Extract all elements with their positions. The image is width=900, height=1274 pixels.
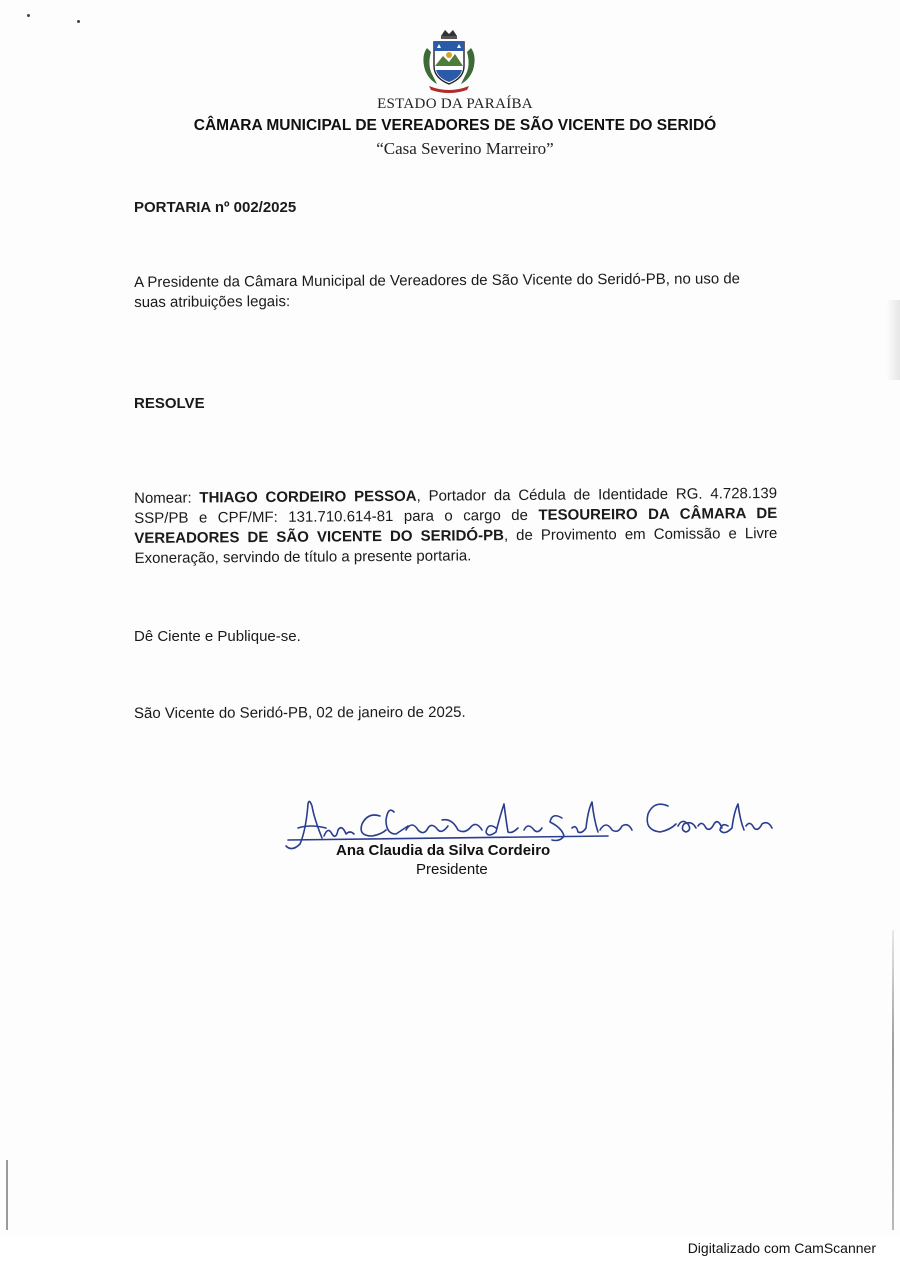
header-chamber: CÂMARA MUNICIPAL DE VEREADORES DE SÃO VICENTE DO SERIDÓ bbox=[193, 117, 717, 134]
scan-speck bbox=[27, 14, 30, 17]
coat-of-arms-icon bbox=[419, 26, 479, 94]
signatory-role: Presidente bbox=[416, 861, 488, 878]
place-and-date: São Vicente do Seridó-PB, 02 de janeiro de 2025. bbox=[134, 703, 466, 722]
signatory-name: Ana Claudia da Silva Cordeiro bbox=[336, 842, 551, 859]
camscanner-watermark: Digitalizado com CamScanner bbox=[687, 1240, 876, 1256]
appointee-name: THIAGO CORDEIRO PESSOA bbox=[199, 487, 417, 507]
scan-edge-right bbox=[892, 930, 894, 1230]
scan-speck bbox=[77, 20, 80, 23]
scan-edge-left bbox=[6, 1160, 8, 1230]
appointment-lead: Nomear: bbox=[134, 489, 200, 507]
header-house-name: “Casa Severino Marreiro” bbox=[376, 139, 554, 158]
intro-paragraph: A Presidente da Câmara Municipal de Vereadores de São Vicente do Seridó-PB, no uso de suas atribuições legais: bbox=[134, 270, 741, 311]
document-title: PORTARIA nº 002/2025 bbox=[134, 199, 297, 216]
appointment-paragraph bbox=[134, 484, 778, 569]
notice-line: Dê Ciente e Publique-se. bbox=[134, 628, 301, 645]
scan-shadow bbox=[886, 300, 900, 380]
header-state: ESTADO DA PARAÍBA bbox=[377, 96, 533, 112]
appointment-position: TESOUREIRO DA CÂMARA DE VEREADORES DE SÃO VICENTE DO SERIDÓ-PB bbox=[134, 504, 778, 547]
resolve-heading: RESOLVE bbox=[134, 395, 205, 412]
appointment-details: , Portador da Cédula de Identidade RG. 4.728.139 SSP/PB e CPF/MF: 131.710.614-81 para o cargo de bbox=[134, 484, 778, 527]
appointment-closing: , de Provimento em Comissão e Livre Exoneração, servindo de título a presente portaria. bbox=[134, 524, 778, 567]
